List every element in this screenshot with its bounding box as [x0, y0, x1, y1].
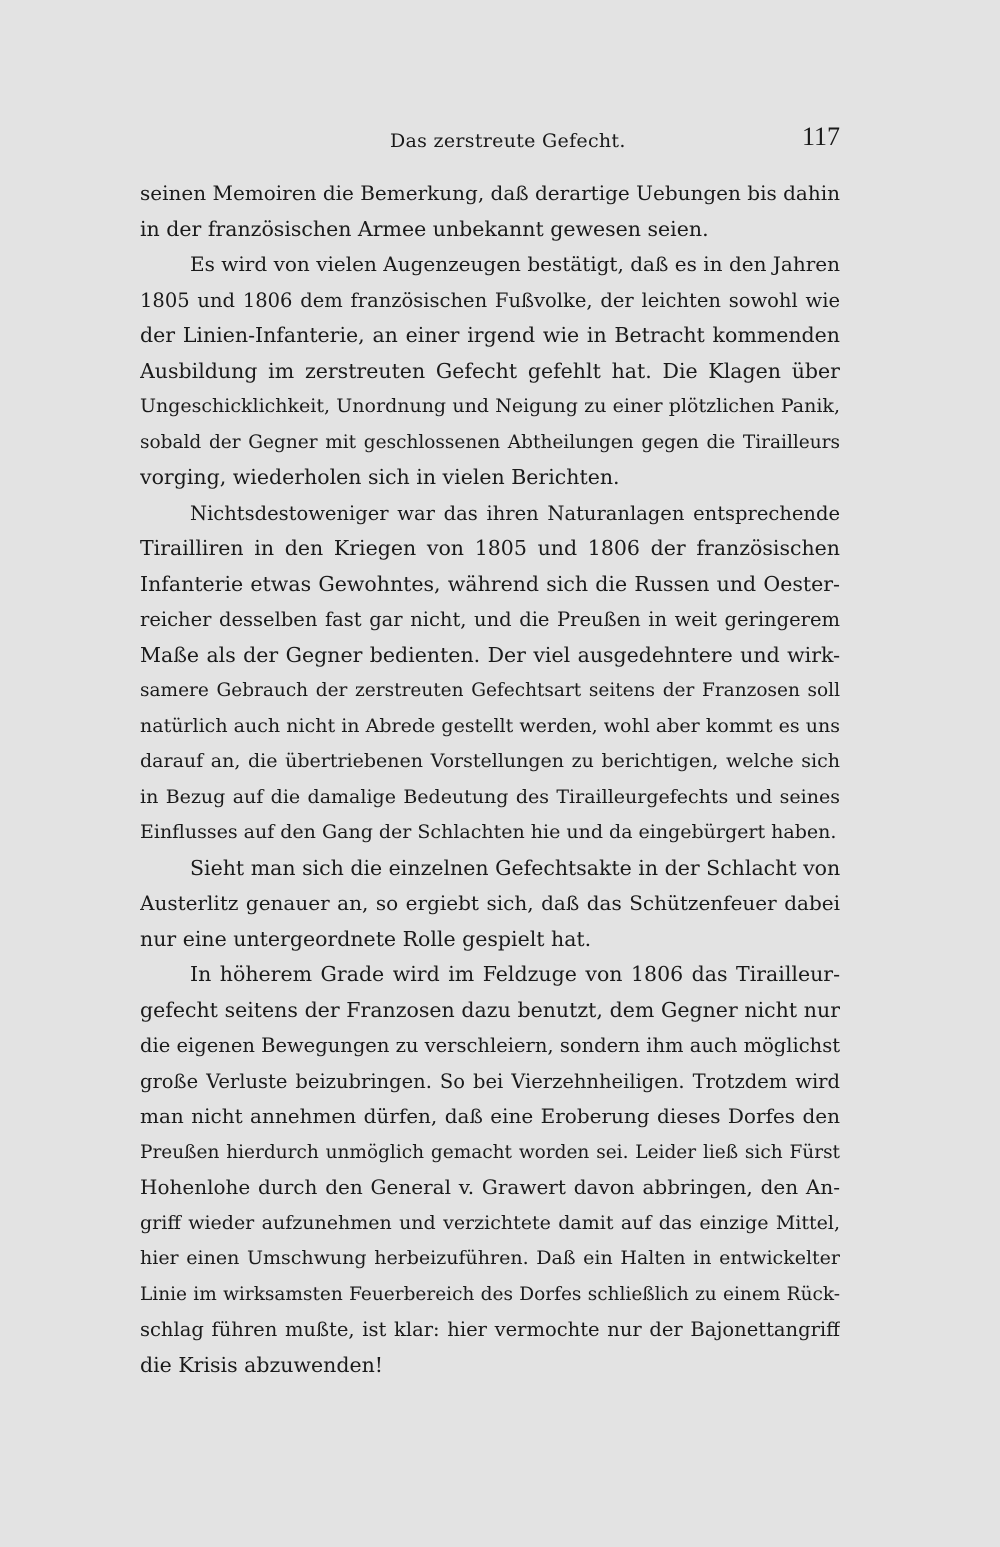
text-line: nur eine untergeordnete Rolle gespielt hat.	[140, 926, 592, 951]
text-line: Sieht man sich die einzelnen Gefechtsakte in der Schlacht von	[190, 855, 840, 880]
text-line: Maße als der Gegner bedienten. Der viel ausgedehntere und wirk-	[140, 642, 840, 667]
text-line: in Bezug auf die damalige Bedeutung des Tirailleurgefechts und seines	[140, 785, 840, 808]
text-line: hier einen Umschwung herbeizuführen. Daß ein Halten in entwickelter	[140, 1247, 840, 1269]
text-line: Linie im wirksamsten Feuerbereich des Dorfes schließlich zu einem Rück-	[140, 1283, 840, 1305]
text-line: sobald der Gegner mit geschlossenen Abtheilungen gegen die Tirailleurs	[140, 431, 840, 453]
text-line: reicher desselben fast gar nicht, und die Preußen in weit geringerem	[140, 608, 840, 631]
text-line: die eigenen Bewegungen zu verschleiern, sondern ihm auch möglichst	[140, 1034, 840, 1057]
text-line: samere Gebrauch der zerstreuten Gefechtsart seitens der Franzosen soll	[140, 680, 840, 701]
text-line: gefecht seitens der Franzosen dazu benutzt, dem Gegner nicht nur	[140, 997, 840, 1022]
text-line: griff wieder aufzunehmen und verzichtete damit auf das einzige Mittel,	[140, 1211, 840, 1234]
text-line: Nichtsdestoweniger war das ihren Naturanlagen entsprechende	[190, 501, 840, 525]
text-line: der Linien-Infanterie, an einer irgend wie in Betracht kommenden	[140, 323, 840, 347]
text-line: große Verluste beizubringen. So bei Vierzehnheiligen. Trotzdem wird	[140, 1069, 840, 1093]
text-line: Es wird von vielen Augenzeugen bestätigt, daß es in den Jahren	[190, 252, 840, 276]
text-line: Preußen hierdurch unmöglich gemacht worden sei. Leider ließ sich Fürst	[140, 1141, 840, 1163]
text-line: in der französischen Armee unbekannt gewesen seien.	[140, 216, 709, 241]
text-line: darauf an, die übertriebenen Vorstellungen zu berichtigen, welche sich	[140, 750, 840, 772]
text-line: natürlich auch nicht in Abrede gestellt werden, wohl aber kommt es uns	[140, 714, 840, 737]
text-line: 1805 und 1806 dem französischen Fußvolke, der leichten sowohl wie	[140, 288, 840, 312]
text-line: Hohenlohe durch den General v. Grawert davon abbringen, den An-	[140, 1175, 840, 1199]
text-line: In höherem Grade wird im Feldzuge von 1806 das Tirailleur-	[190, 962, 840, 986]
text-line: schlag führen mußte, ist klar: hier vermochte nur der Bajonettangriff	[140, 1318, 840, 1341]
text-line: man nicht annehmen dürfen, daß eine Eroberung dieses Dorfes den	[140, 1104, 840, 1128]
running-title: Das zerstreute Gefecht.	[390, 130, 626, 152]
text-line: Infanterie etwas Gewohntes, während sich die Russen und Oester-	[140, 571, 840, 596]
page-header	[140, 122, 840, 162]
page-number: 117	[801, 122, 840, 151]
text-line: Einflusses auf den Gang der Schlachten hie und da eingebürgert haben.	[140, 821, 837, 843]
text-line: Tirailliren in den Kriegen von 1805 und 1806 der französischen	[140, 536, 840, 560]
text-line: Ausbildung im zerstreuten Gefecht gefehlt hat. Die Klagen über	[140, 358, 840, 383]
text-line: die Krisis abzuwenden!	[140, 1352, 384, 1377]
text-line: Ungeschicklichkeit, Unordnung und Neigung zu einer plötzlichen Panik,	[140, 395, 840, 417]
body-text	[140, 176, 840, 1383]
text-line: vorging, wiederholen sich in vielen Berichten.	[140, 465, 620, 489]
text-line: seinen Memoiren die Bemerkung, daß derartige Uebungen bis dahin	[140, 181, 840, 205]
text-line: Austerlitz genauer an, so ergiebt sich, daß das Schützenfeuer dabei	[140, 891, 840, 915]
